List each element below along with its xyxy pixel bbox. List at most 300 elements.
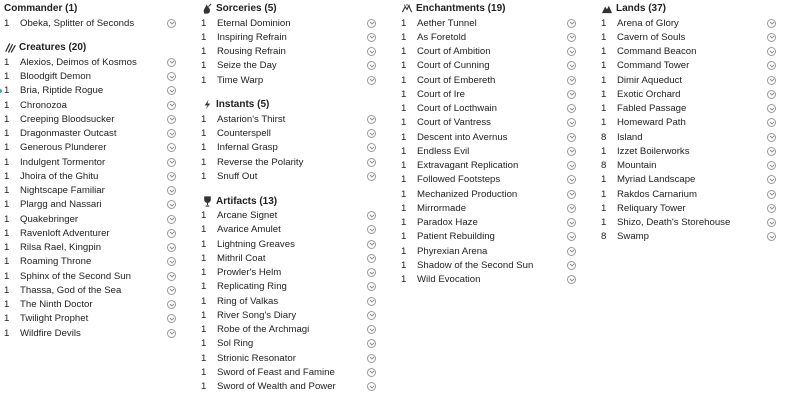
- claw-icon: [4, 42, 16, 54]
- section-title: Artifacts (13): [216, 195, 278, 207]
- card-name[interactable]: Seize the Day: [217, 60, 277, 72]
- chevron-down-icon[interactable]: [567, 76, 576, 85]
- chevron-down-icon[interactable]: [567, 190, 576, 199]
- chevron-down-icon[interactable]: [167, 257, 176, 266]
- card-name[interactable]: Court of Cunning: [417, 60, 490, 72]
- card-row[interactable]: [601, 116, 776, 130]
- card-row[interactable]: [201, 112, 376, 126]
- chevron-down-icon[interactable]: [567, 275, 576, 284]
- card-quantity: 1: [4, 170, 10, 182]
- chevron-down-icon[interactable]: [167, 215, 176, 224]
- chevron-down-icon[interactable]: [367, 33, 376, 42]
- card-name[interactable]: Snuff Out: [217, 170, 258, 182]
- card-name[interactable]: Chronozoa: [20, 99, 67, 111]
- card-row[interactable]: [201, 16, 376, 30]
- card-row[interactable]: [601, 216, 776, 230]
- card-name[interactable]: Obeka, Splitter of Seconds: [20, 17, 135, 29]
- card-row[interactable]: [401, 73, 576, 87]
- card-quantity: 1: [4, 142, 10, 154]
- chevron-down-icon[interactable]: [367, 354, 376, 363]
- card-name[interactable]: Court of Ire: [417, 88, 465, 100]
- card-row[interactable]: [4, 16, 176, 30]
- chevron-down-icon[interactable]: [567, 247, 576, 256]
- card-name[interactable]: Court of Ambition: [417, 46, 491, 58]
- card-row[interactable]: [4, 184, 176, 198]
- card-name[interactable]: Bloodgift Demon: [20, 71, 91, 83]
- card-name[interactable]: Command Beacon: [617, 46, 697, 58]
- chevron-down-icon[interactable]: [167, 186, 176, 195]
- card-quantity: 8: [601, 231, 607, 243]
- card-name[interactable]: Paradox Haze: [417, 217, 478, 229]
- card-row[interactable]: [601, 87, 776, 101]
- card-name[interactable]: Shadow of the Second Sun: [417, 259, 534, 271]
- chevron-down-icon[interactable]: [767, 118, 776, 127]
- card-name[interactable]: Strionic Resonator: [217, 352, 296, 364]
- card-name[interactable]: Rousing Refrain: [217, 46, 286, 58]
- card-name[interactable]: River Song's Diary: [217, 309, 297, 321]
- chevron-down-icon[interactable]: [367, 19, 376, 28]
- chevron-down-icon[interactable]: [167, 158, 176, 167]
- card-row[interactable]: [601, 59, 776, 73]
- chevron-down-icon[interactable]: [767, 147, 776, 156]
- card-name[interactable]: Robe of the Archmagi: [217, 324, 310, 336]
- chevron-down-icon[interactable]: [367, 61, 376, 70]
- chevron-down-icon[interactable]: [567, 33, 576, 42]
- chevron-down-icon[interactable]: [167, 272, 176, 281]
- card-quantity: 1: [201, 156, 207, 168]
- chevron-down-icon[interactable]: [767, 161, 776, 170]
- card-name[interactable]: Sword of Feast and Famine: [217, 366, 335, 378]
- chevron-down-icon[interactable]: [767, 61, 776, 70]
- chevron-down-icon[interactable]: [567, 47, 576, 56]
- card-name[interactable]: Eternal Dominion: [217, 17, 291, 29]
- card-row[interactable]: [401, 244, 576, 258]
- card-name[interactable]: Court of Embereth: [417, 74, 496, 86]
- card-name[interactable]: Command Tower: [617, 60, 690, 72]
- card-name[interactable]: Mountain: [617, 160, 657, 172]
- section-title: Instants (5): [216, 99, 270, 111]
- card-name[interactable]: Inspiring Refrain: [217, 31, 287, 43]
- section-header-sorceries[interactable]: [201, 1, 376, 16]
- column-1: [4, 1, 176, 340]
- card-quantity: 1: [401, 17, 407, 29]
- chevron-down-icon[interactable]: [567, 90, 576, 99]
- card-quantity: 1: [601, 31, 607, 43]
- section-header-instants[interactable]: [201, 97, 376, 112]
- card-name[interactable]: Shizo, Death's Storehouse: [617, 217, 731, 229]
- section-header-artifacts[interactable]: [201, 194, 376, 209]
- card-row[interactable]: [601, 73, 776, 87]
- chevron-down-icon[interactable]: [567, 147, 576, 156]
- card-quantity: 1: [601, 188, 607, 200]
- card-name[interactable]: Bria, Riptide Rogue: [20, 85, 104, 97]
- chevron-down-icon[interactable]: [367, 240, 376, 249]
- chevron-down-icon[interactable]: [767, 190, 776, 199]
- card-quantity: 1: [201, 142, 207, 154]
- chevron-down-icon[interactable]: [167, 115, 176, 124]
- card-row[interactable]: [201, 337, 376, 351]
- card-quantity: 1: [401, 31, 407, 43]
- chevron-down-icon[interactable]: [567, 175, 576, 184]
- card-quantity: 1: [601, 46, 607, 58]
- card-quantity: 1: [401, 60, 407, 72]
- card-name[interactable]: Sol Ring: [217, 338, 254, 350]
- card-name[interactable]: Reliquary Tower: [617, 202, 686, 214]
- card-row[interactable]: [201, 45, 376, 59]
- card-row[interactable]: [4, 283, 176, 297]
- card-quantity: 1: [401, 145, 407, 157]
- card-row[interactable]: [601, 159, 776, 173]
- card-name[interactable]: Arcane Signet: [217, 210, 278, 222]
- card-name[interactable]: Replicating Ring: [217, 281, 287, 293]
- chevron-down-icon[interactable]: [167, 129, 176, 138]
- card-row[interactable]: [401, 45, 576, 59]
- card-name[interactable]: Fabled Passage: [617, 103, 687, 115]
- chevron-down-icon[interactable]: [567, 19, 576, 28]
- section-gap: [201, 87, 376, 97]
- card-row[interactable]: [4, 226, 176, 240]
- chevron-down-icon[interactable]: [167, 72, 176, 81]
- card-name[interactable]: Phyrexian Arena: [417, 245, 488, 257]
- card-row[interactable]: [201, 380, 376, 394]
- chevron-down-icon[interactable]: [567, 104, 576, 113]
- card-row[interactable]: [201, 237, 376, 251]
- chevron-down-icon[interactable]: [567, 61, 576, 70]
- card-name[interactable]: Followed Footsteps: [417, 174, 501, 186]
- card-row[interactable]: [401, 102, 576, 116]
- card-row[interactable]: [401, 230, 576, 244]
- chevron-down-icon[interactable]: [367, 143, 376, 152]
- card-row[interactable]: [4, 112, 176, 126]
- chevron-down-icon[interactable]: [367, 225, 376, 234]
- card-name[interactable]: Astarion's Thirst: [217, 113, 286, 125]
- card-row[interactable]: [401, 16, 576, 30]
- card-row[interactable]: [201, 30, 376, 44]
- chevron-down-icon[interactable]: [367, 211, 376, 220]
- chevron-down-icon[interactable]: [567, 218, 576, 227]
- card-name[interactable]: Wild Evocation: [417, 274, 481, 286]
- card-quantity: 1: [201, 210, 207, 222]
- chevron-down-icon[interactable]: [367, 339, 376, 348]
- chevron-down-icon[interactable]: [367, 129, 376, 138]
- card-row[interactable]: [401, 59, 576, 73]
- chevron-down-icon[interactable]: [567, 261, 576, 270]
- card-row[interactable]: [4, 241, 176, 255]
- chevron-down-icon[interactable]: [367, 368, 376, 377]
- card-name[interactable]: Wildfire Devils: [20, 327, 81, 339]
- card-row[interactable]: [4, 127, 176, 141]
- chevron-down-icon[interactable]: [167, 19, 176, 28]
- chevron-down-icon[interactable]: [167, 229, 176, 238]
- card-name[interactable]: Counterspell: [217, 128, 271, 140]
- card-name[interactable]: Twilight Prophet: [20, 313, 89, 325]
- card-quantity: 1: [4, 99, 10, 111]
- card-quantity: 1: [601, 88, 607, 100]
- card-row[interactable]: [601, 144, 776, 158]
- card-row[interactable]: [401, 273, 576, 287]
- card-name[interactable]: Arena of Glory: [617, 17, 679, 29]
- chevron-down-icon[interactable]: [367, 311, 376, 320]
- chevron-down-icon[interactable]: [367, 268, 376, 277]
- card-name[interactable]: Alexios, Deimos of Kosmos: [20, 56, 137, 68]
- card-row[interactable]: [201, 251, 376, 265]
- card-quantity: 1: [4, 213, 10, 225]
- card-quantity: 1: [401, 160, 407, 172]
- chevron-down-icon[interactable]: [167, 329, 176, 338]
- card-name[interactable]: Exotic Orchard: [617, 88, 681, 100]
- card-quantity: 1: [601, 174, 607, 186]
- card-name[interactable]: Thassa, God of the Sea: [20, 284, 122, 296]
- column-2: [201, 1, 376, 394]
- chevron-down-icon[interactable]: [767, 47, 776, 56]
- card-row[interactable]: [401, 144, 576, 158]
- card-row[interactable]: [601, 102, 776, 116]
- card-quantity: 1: [601, 17, 607, 29]
- chevron-down-icon[interactable]: [367, 158, 376, 167]
- card-quantity: 1: [4, 299, 10, 311]
- section-header-lands[interactable]: [601, 1, 776, 16]
- chevron-down-icon[interactable]: [767, 19, 776, 28]
- card-name[interactable]: Rilsa Rael, Kingpin: [20, 242, 102, 254]
- sparkle-icon: [401, 3, 413, 15]
- card-row[interactable]: [401, 216, 576, 230]
- section-header-enchantments[interactable]: [401, 1, 576, 16]
- card-name[interactable]: Dimir Aqueduct: [617, 74, 683, 86]
- chevron-down-icon[interactable]: [767, 218, 776, 227]
- card-name[interactable]: Prowler's Helm: [217, 267, 282, 279]
- card-name[interactable]: Izzet Boilerworks: [617, 145, 690, 157]
- card-row[interactable]: [601, 16, 776, 30]
- chevron-down-icon[interactable]: [167, 200, 176, 209]
- card-name[interactable]: Infernal Grasp: [217, 142, 278, 154]
- card-name[interactable]: Mirrormade: [417, 202, 467, 214]
- card-name[interactable]: Ring of Valkas: [217, 295, 279, 307]
- card-row[interactable]: [201, 365, 376, 379]
- card-name[interactable]: Creeping Bloodsucker: [20, 113, 115, 125]
- card-name[interactable]: Reverse the Polarity: [217, 156, 304, 168]
- card-name[interactable]: Island: [617, 131, 643, 143]
- card-row[interactable]: [4, 70, 176, 84]
- chevron-down-icon[interactable]: [367, 47, 376, 56]
- card-row[interactable]: [4, 269, 176, 283]
- card-row[interactable]: [601, 30, 776, 44]
- card-name[interactable]: As Foretold: [417, 31, 467, 43]
- card-quantity: 1: [201, 295, 207, 307]
- card-row[interactable]: [201, 294, 376, 308]
- section-header-commander[interactable]: [4, 1, 176, 16]
- chevron-down-icon[interactable]: [167, 143, 176, 152]
- chevron-down-icon[interactable]: [367, 282, 376, 291]
- card-name[interactable]: Sphinx of the Second Sun: [20, 270, 131, 282]
- card-row[interactable]: [401, 187, 576, 201]
- card-row[interactable]: [401, 30, 576, 44]
- card-row[interactable]: [201, 155, 376, 169]
- card-row[interactable]: [201, 280, 376, 294]
- chevron-down-icon[interactable]: [767, 204, 776, 213]
- card-name[interactable]: Avarice Amulet: [217, 224, 281, 236]
- card-row[interactable]: [4, 312, 176, 326]
- flame-icon: [201, 3, 213, 15]
- chevron-down-icon[interactable]: [567, 232, 576, 241]
- chevron-down-icon[interactable]: [567, 161, 576, 170]
- card-quantity: 1: [401, 274, 407, 286]
- chevron-down-icon[interactable]: [167, 86, 176, 95]
- card-name[interactable]: Jhoira of the Ghitu: [20, 170, 99, 182]
- card-name[interactable]: Indulgent Tormentor: [20, 156, 106, 168]
- chevron-down-icon[interactable]: [367, 325, 376, 334]
- card-name[interactable]: Cavern of Souls: [617, 31, 686, 43]
- card-name[interactable]: Roaming Throne: [20, 256, 92, 268]
- card-row[interactable]: [401, 130, 576, 144]
- card-row[interactable]: [4, 141, 176, 155]
- card-quantity: 1: [4, 185, 10, 197]
- chevron-down-icon[interactable]: [767, 104, 776, 113]
- card-quantity: 1: [401, 131, 407, 143]
- card-name[interactable]: Court of Locthwain: [417, 103, 497, 115]
- section-gap: [4, 30, 176, 40]
- card-name[interactable]: Mechanized Production: [417, 188, 518, 200]
- card-quantity: 8: [601, 160, 607, 172]
- card-row[interactable]: [4, 255, 176, 269]
- card-quantity: 8: [601, 131, 607, 143]
- card-name[interactable]: Quakebringer: [20, 213, 79, 225]
- card-quantity: 1: [201, 338, 207, 350]
- chevron-down-icon[interactable]: [767, 90, 776, 99]
- card-row[interactable]: [401, 159, 576, 173]
- card-row[interactable]: [4, 198, 176, 212]
- chevron-down-icon[interactable]: [767, 76, 776, 85]
- card-row[interactable]: [201, 127, 376, 141]
- chevron-down-icon[interactable]: [567, 118, 576, 127]
- card-name[interactable]: Dragonmaster Outcast: [20, 128, 117, 140]
- card-name[interactable]: Homeward Path: [617, 117, 686, 129]
- chevron-down-icon[interactable]: [167, 172, 176, 181]
- chevron-down-icon[interactable]: [167, 300, 176, 309]
- card-name[interactable]: Aether Tunnel: [417, 17, 477, 29]
- card-row[interactable]: [401, 201, 576, 215]
- card-row[interactable]: [601, 201, 776, 215]
- chevron-down-icon[interactable]: [367, 76, 376, 85]
- card-row[interactable]: [401, 258, 576, 272]
- card-row[interactable]: [601, 130, 776, 144]
- card-row[interactable]: [4, 55, 176, 69]
- card-row[interactable]: [4, 326, 176, 340]
- card-row[interactable]: [401, 116, 576, 130]
- card-name[interactable]: Ravenloft Adventurer: [20, 227, 110, 239]
- card-quantity: 1: [201, 224, 207, 236]
- chevron-down-icon[interactable]: [367, 172, 376, 181]
- card-row[interactable]: [201, 308, 376, 322]
- chevron-down-icon[interactable]: [167, 101, 176, 110]
- card-quantity: 1: [4, 85, 10, 97]
- chevron-down-icon[interactable]: [367, 382, 376, 391]
- chevron-down-icon[interactable]: [167, 314, 176, 323]
- chevron-down-icon[interactable]: [167, 243, 176, 252]
- card-name[interactable]: Sword of Wealth and Power: [217, 381, 336, 393]
- card-quantity: 1: [601, 145, 607, 157]
- card-quantity: 1: [401, 88, 407, 100]
- chevron-down-icon[interactable]: [767, 175, 776, 184]
- card-quantity: 1: [201, 128, 207, 140]
- card-name[interactable]: Extravagant Replication: [417, 160, 519, 172]
- card-row[interactable]: [601, 230, 776, 244]
- card-row[interactable]: [4, 169, 176, 183]
- card-row[interactable]: [4, 212, 176, 226]
- card-row[interactable]: [201, 73, 376, 87]
- card-quantity: 1: [4, 128, 10, 140]
- card-quantity: 1: [401, 231, 407, 243]
- card-row[interactable]: [4, 84, 176, 98]
- card-row[interactable]: [401, 87, 576, 101]
- card-name[interactable]: Rakdos Carnarium: [617, 188, 697, 200]
- card-name[interactable]: Myriad Landscape: [617, 174, 696, 186]
- card-name[interactable]: Mithril Coat: [217, 252, 266, 264]
- mountain-icon: [601, 3, 613, 15]
- card-row[interactable]: [601, 173, 776, 187]
- chevron-down-icon[interactable]: [767, 232, 776, 241]
- card-quantity: 1: [4, 113, 10, 125]
- card-name[interactable]: Descent into Avernus: [417, 131, 508, 143]
- card-quantity: 1: [401, 74, 407, 86]
- card-row[interactable]: [601, 45, 776, 59]
- card-row[interactable]: [201, 323, 376, 337]
- column-3: [401, 1, 576, 287]
- card-row[interactable]: [201, 169, 376, 183]
- card-quantity: 1: [4, 199, 10, 211]
- card-quantity: 1: [201, 17, 207, 29]
- chevron-down-icon[interactable]: [167, 286, 176, 295]
- card-name[interactable]: Generous Plunderer: [20, 142, 107, 154]
- card-row[interactable]: [201, 141, 376, 155]
- card-quantity: 1: [4, 327, 10, 339]
- chevron-down-icon[interactable]: [367, 297, 376, 306]
- card-name[interactable]: Nightscape Familiar: [20, 185, 105, 197]
- section-creatures: [4, 30, 176, 340]
- card-row[interactable]: [401, 173, 576, 187]
- chevron-down-icon[interactable]: [767, 33, 776, 42]
- card-row[interactable]: [4, 298, 176, 312]
- card-quantity: 1: [201, 113, 207, 125]
- section-header-creatures[interactable]: [4, 40, 176, 55]
- card-row[interactable]: [4, 155, 176, 169]
- card-quantity: 1: [401, 174, 407, 186]
- card-name[interactable]: The Ninth Doctor: [20, 299, 93, 311]
- card-name[interactable]: Time Warp: [217, 74, 264, 86]
- card-quantity: 1: [201, 170, 207, 182]
- chevron-down-icon[interactable]: [767, 133, 776, 142]
- card-row[interactable]: [201, 209, 376, 223]
- card-name[interactable]: Plargg and Nassari: [20, 199, 102, 211]
- card-row[interactable]: [201, 351, 376, 365]
- card-name[interactable]: Swamp: [617, 231, 649, 243]
- card-quantity: 1: [4, 227, 10, 239]
- card-name[interactable]: Lightning Greaves: [217, 238, 295, 250]
- chevron-down-icon[interactable]: [567, 204, 576, 213]
- card-name[interactable]: Endless Evil: [417, 145, 470, 157]
- chevron-down-icon[interactable]: [567, 133, 576, 142]
- card-quantity: 1: [601, 60, 607, 72]
- chevron-down-icon[interactable]: [167, 58, 176, 67]
- card-row[interactable]: [201, 266, 376, 280]
- card-name[interactable]: Patient Rebuilding: [417, 231, 495, 243]
- card-name[interactable]: Court of Vantress: [417, 117, 491, 129]
- card-row[interactable]: [201, 223, 376, 237]
- card-row[interactable]: [201, 59, 376, 73]
- card-row[interactable]: [4, 98, 176, 112]
- chevron-down-icon[interactable]: [367, 254, 376, 263]
- chevron-down-icon[interactable]: [367, 115, 376, 124]
- card-row[interactable]: [601, 187, 776, 201]
